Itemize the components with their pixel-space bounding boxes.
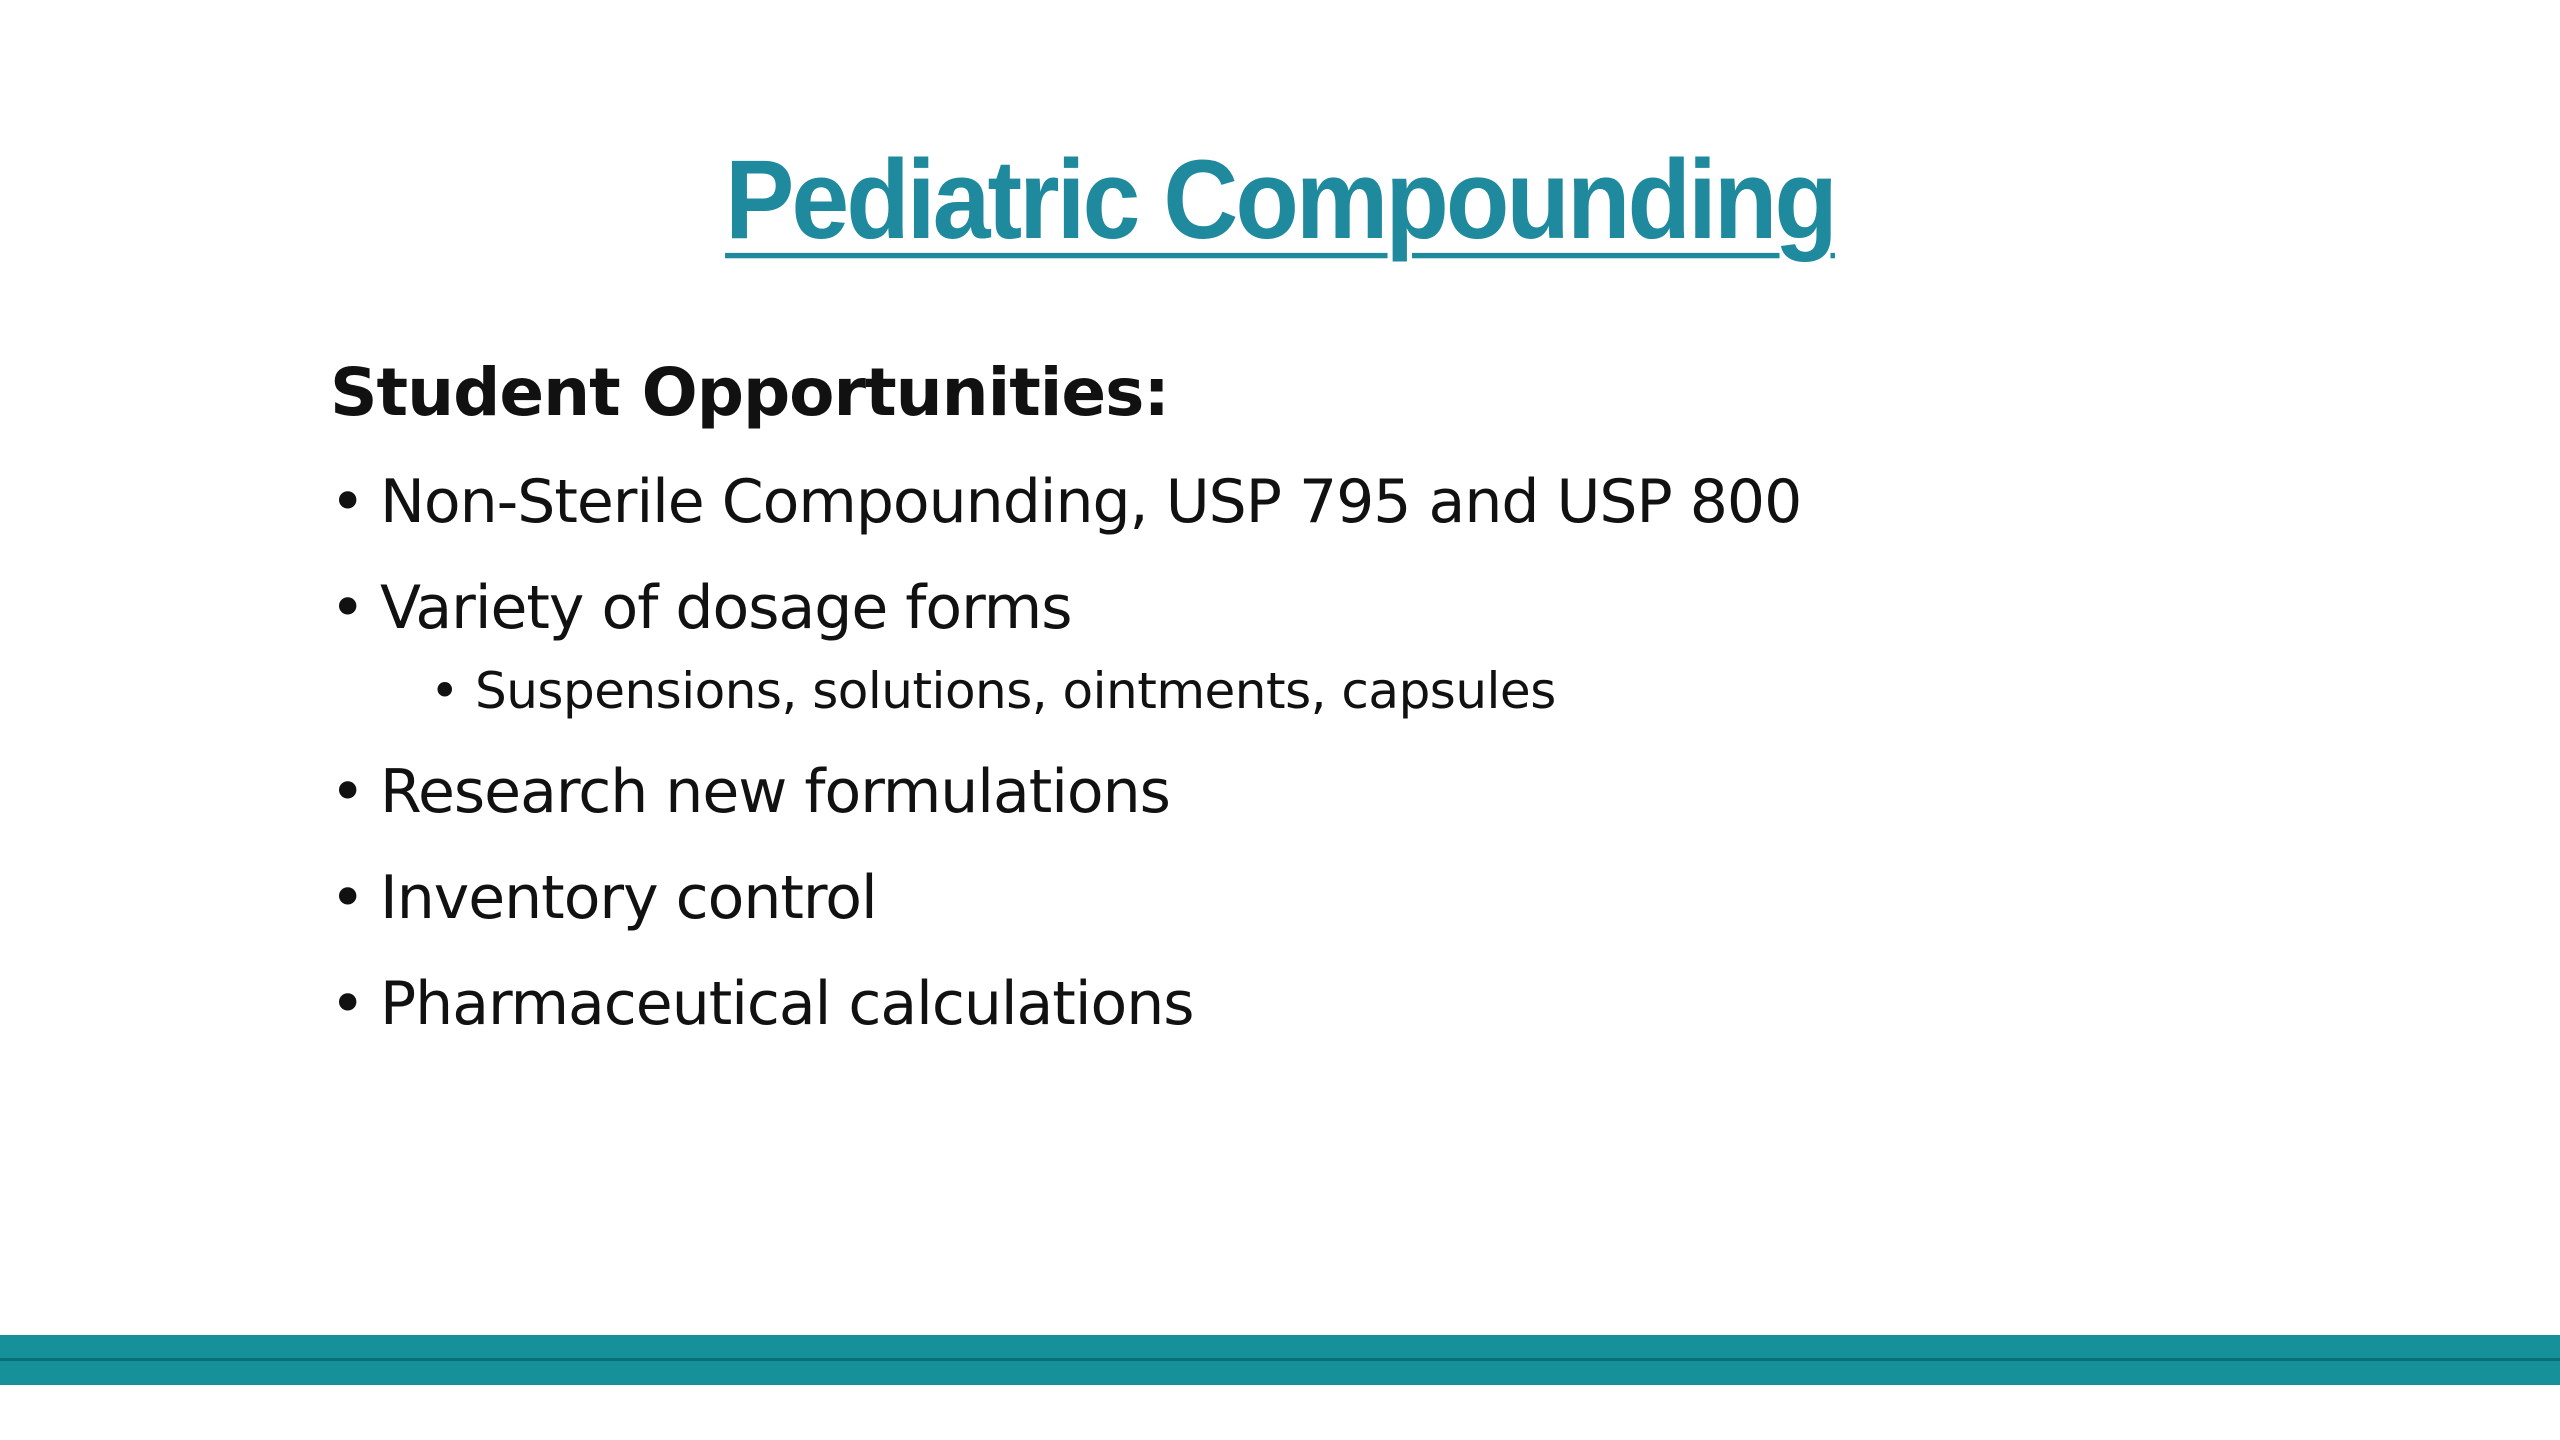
slide-content <box>330 354 1802 1080</box>
slide-title: Pediatric Compounding <box>725 137 1835 263</box>
bullet-item: • Variety of dosage forms <box>330 578 1801 638</box>
footer-divider-line <box>0 1358 2560 1361</box>
sub-bullet-container <box>330 662 1801 720</box>
sub-bullet-item: • Suspensions, solutions, ointments, capsules <box>330 666 1801 716</box>
bullet-item: • Pharmaceutical calculations <box>330 974 1801 1034</box>
bullet-item: • Non-Sterile Compounding, USP 795 and USP 800 <box>330 472 1801 532</box>
bullet-item: • Inventory control <box>330 868 1801 928</box>
bullet-list <box>330 467 1802 1039</box>
sub-bullet-list <box>330 662 1801 720</box>
bullet-item: • Research new formulations <box>330 762 1801 822</box>
section-heading: Student Opportunities: <box>330 354 1169 431</box>
